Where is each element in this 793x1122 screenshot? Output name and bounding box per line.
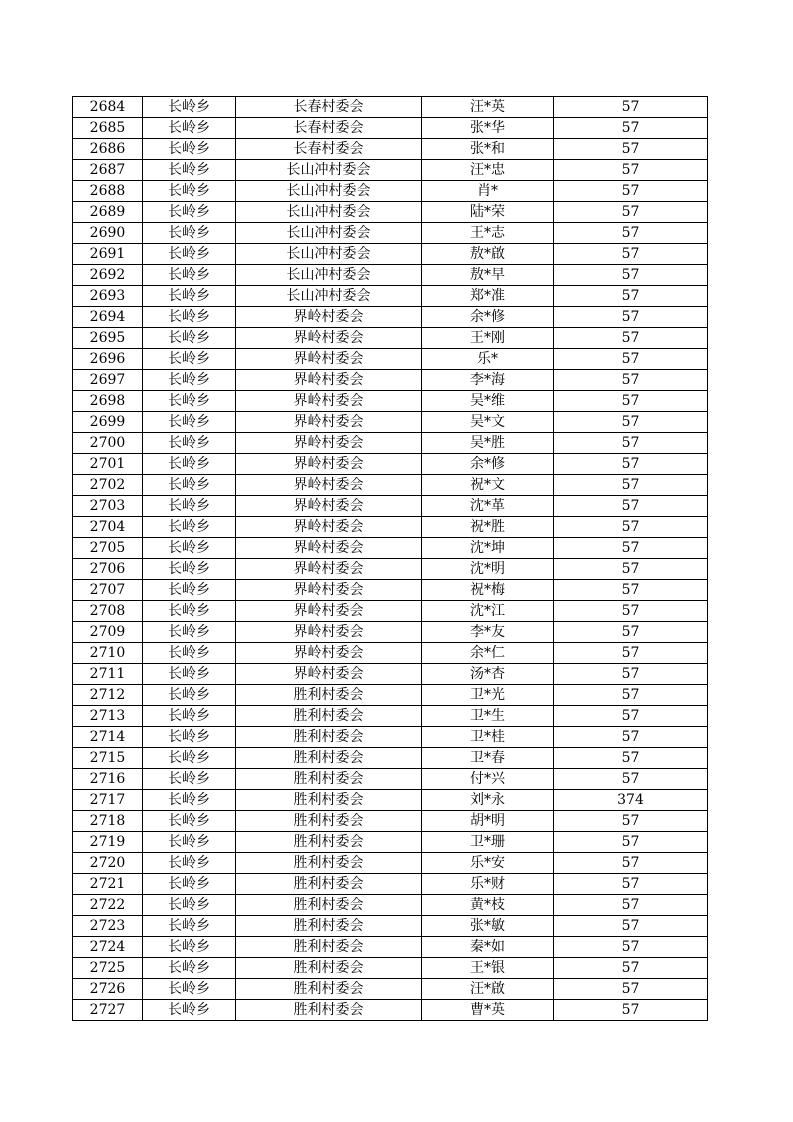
person-name-cell: 王*志 bbox=[422, 223, 554, 244]
township-cell: 长岭乡 bbox=[143, 307, 236, 328]
person-name-cell: 沈*革 bbox=[422, 496, 554, 517]
amount-cell: 57 bbox=[554, 160, 708, 181]
amount-cell: 57 bbox=[554, 475, 708, 496]
village-committee-cell: 胜利村委会 bbox=[236, 958, 422, 979]
row-number-cell: 2720 bbox=[73, 853, 143, 874]
table-row bbox=[73, 244, 708, 265]
person-name-cell: 乐*财 bbox=[422, 874, 554, 895]
table-row bbox=[73, 223, 708, 244]
person-name-cell: 张*敏 bbox=[422, 916, 554, 937]
amount-cell: 57 bbox=[554, 706, 708, 727]
table-row bbox=[73, 97, 708, 118]
table-row bbox=[73, 160, 708, 181]
table-row bbox=[73, 769, 708, 790]
amount-cell: 57 bbox=[554, 97, 708, 118]
village-committee-cell: 胜利村委会 bbox=[236, 895, 422, 916]
village-committee-cell: 胜利村委会 bbox=[236, 706, 422, 727]
township-cell: 长岭乡 bbox=[143, 580, 236, 601]
township-cell: 长岭乡 bbox=[143, 769, 236, 790]
township-cell: 长岭乡 bbox=[143, 139, 236, 160]
person-name-cell: 沈*明 bbox=[422, 559, 554, 580]
township-cell: 长岭乡 bbox=[143, 601, 236, 622]
person-name-cell: 付*兴 bbox=[422, 769, 554, 790]
village-committee-cell: 界岭村委会 bbox=[236, 433, 422, 454]
person-name-cell: 祝*胜 bbox=[422, 517, 554, 538]
table-row bbox=[73, 517, 708, 538]
row-number-cell: 2689 bbox=[73, 202, 143, 223]
village-committee-cell: 界岭村委会 bbox=[236, 538, 422, 559]
person-name-cell: 黄*枝 bbox=[422, 895, 554, 916]
amount-cell: 57 bbox=[554, 601, 708, 622]
person-name-cell: 沈*江 bbox=[422, 601, 554, 622]
township-cell: 长岭乡 bbox=[143, 517, 236, 538]
table-row bbox=[73, 916, 708, 937]
village-committee-cell: 界岭村委会 bbox=[236, 391, 422, 412]
person-name-cell: 张*和 bbox=[422, 139, 554, 160]
village-committee-cell: 胜利村委会 bbox=[236, 1000, 422, 1021]
amount-cell: 57 bbox=[554, 286, 708, 307]
person-name-cell: 王*刚 bbox=[422, 328, 554, 349]
amount-cell: 57 bbox=[554, 307, 708, 328]
row-number-cell: 2725 bbox=[73, 958, 143, 979]
row-number-cell: 2691 bbox=[73, 244, 143, 265]
row-number-cell: 2685 bbox=[73, 118, 143, 139]
township-cell: 长岭乡 bbox=[143, 496, 236, 517]
township-cell: 长岭乡 bbox=[143, 118, 236, 139]
person-name-cell: 卫*珊 bbox=[422, 832, 554, 853]
person-name-cell: 汪*忠 bbox=[422, 160, 554, 181]
row-number-cell: 2726 bbox=[73, 979, 143, 1000]
table-row bbox=[73, 265, 708, 286]
village-committee-cell: 长山冲村委会 bbox=[236, 202, 422, 223]
row-number-cell: 2684 bbox=[73, 97, 143, 118]
table-row bbox=[73, 958, 708, 979]
amount-cell: 57 bbox=[554, 412, 708, 433]
row-number-cell: 2697 bbox=[73, 370, 143, 391]
table-row bbox=[73, 622, 708, 643]
person-name-cell: 乐* bbox=[422, 349, 554, 370]
amount-cell: 57 bbox=[554, 118, 708, 139]
row-number-cell: 2705 bbox=[73, 538, 143, 559]
amount-cell: 57 bbox=[554, 874, 708, 895]
row-number-cell: 2712 bbox=[73, 685, 143, 706]
row-number-cell: 2713 bbox=[73, 706, 143, 727]
township-cell: 长岭乡 bbox=[143, 559, 236, 580]
table-row bbox=[73, 538, 708, 559]
table-row bbox=[73, 433, 708, 454]
township-cell: 长岭乡 bbox=[143, 643, 236, 664]
table-row bbox=[73, 496, 708, 517]
amount-cell: 57 bbox=[554, 643, 708, 664]
person-name-cell: 汪*英 bbox=[422, 97, 554, 118]
table-row bbox=[73, 328, 708, 349]
amount-cell: 57 bbox=[554, 769, 708, 790]
village-committee-cell: 胜利村委会 bbox=[236, 790, 422, 811]
village-committee-cell: 胜利村委会 bbox=[236, 916, 422, 937]
person-name-cell: 秦*如 bbox=[422, 937, 554, 958]
row-number-cell: 2698 bbox=[73, 391, 143, 412]
township-cell: 长岭乡 bbox=[143, 475, 236, 496]
village-committee-cell: 胜利村委会 bbox=[236, 769, 422, 790]
village-committee-cell: 胜利村委会 bbox=[236, 811, 422, 832]
table-row bbox=[73, 559, 708, 580]
person-name-cell: 肖* bbox=[422, 181, 554, 202]
row-number-cell: 2690 bbox=[73, 223, 143, 244]
township-cell: 长岭乡 bbox=[143, 727, 236, 748]
table-row bbox=[73, 706, 708, 727]
amount-cell: 57 bbox=[554, 454, 708, 475]
row-number-cell: 2721 bbox=[73, 874, 143, 895]
table-row bbox=[73, 139, 708, 160]
table-row bbox=[73, 118, 708, 139]
row-number-cell: 2709 bbox=[73, 622, 143, 643]
person-name-cell: 余*修 bbox=[422, 307, 554, 328]
village-committee-cell: 界岭村委会 bbox=[236, 328, 422, 349]
row-number-cell: 2707 bbox=[73, 580, 143, 601]
row-number-cell: 2719 bbox=[73, 832, 143, 853]
township-cell: 长岭乡 bbox=[143, 979, 236, 1000]
row-number-cell: 2714 bbox=[73, 727, 143, 748]
village-committee-cell: 胜利村委会 bbox=[236, 853, 422, 874]
row-number-cell: 2704 bbox=[73, 517, 143, 538]
amount-cell: 57 bbox=[554, 223, 708, 244]
amount-cell: 57 bbox=[554, 937, 708, 958]
village-committee-cell: 长山冲村委会 bbox=[236, 160, 422, 181]
amount-cell: 57 bbox=[554, 538, 708, 559]
village-committee-cell: 界岭村委会 bbox=[236, 517, 422, 538]
person-name-cell: 祝*文 bbox=[422, 475, 554, 496]
township-cell: 长岭乡 bbox=[143, 160, 236, 181]
table-row bbox=[73, 601, 708, 622]
table-row bbox=[73, 202, 708, 223]
person-name-cell: 吴*胜 bbox=[422, 433, 554, 454]
row-number-cell: 2715 bbox=[73, 748, 143, 769]
village-committee-cell: 长春村委会 bbox=[236, 139, 422, 160]
record-table bbox=[72, 96, 708, 1021]
township-cell: 长岭乡 bbox=[143, 685, 236, 706]
village-committee-cell: 界岭村委会 bbox=[236, 580, 422, 601]
row-number-cell: 2693 bbox=[73, 286, 143, 307]
amount-cell: 57 bbox=[554, 895, 708, 916]
amount-cell: 57 bbox=[554, 559, 708, 580]
amount-cell: 57 bbox=[554, 244, 708, 265]
amount-cell: 57 bbox=[554, 433, 708, 454]
township-cell: 长岭乡 bbox=[143, 286, 236, 307]
amount-cell: 57 bbox=[554, 958, 708, 979]
village-committee-cell: 长春村委会 bbox=[236, 118, 422, 139]
township-cell: 长岭乡 bbox=[143, 391, 236, 412]
row-number-cell: 2708 bbox=[73, 601, 143, 622]
village-committee-cell: 界岭村委会 bbox=[236, 349, 422, 370]
table-row bbox=[73, 937, 708, 958]
row-number-cell: 2696 bbox=[73, 349, 143, 370]
person-name-cell: 汤*杏 bbox=[422, 664, 554, 685]
table-row bbox=[73, 1000, 708, 1021]
township-cell: 长岭乡 bbox=[143, 748, 236, 769]
amount-cell: 57 bbox=[554, 685, 708, 706]
amount-cell: 57 bbox=[554, 664, 708, 685]
person-name-cell: 余*修 bbox=[422, 454, 554, 475]
amount-cell: 57 bbox=[554, 727, 708, 748]
village-committee-cell: 长山冲村委会 bbox=[236, 181, 422, 202]
village-committee-cell: 界岭村委会 bbox=[236, 664, 422, 685]
township-cell: 长岭乡 bbox=[143, 622, 236, 643]
amount-cell: 57 bbox=[554, 1000, 708, 1021]
row-number-cell: 2716 bbox=[73, 769, 143, 790]
township-cell: 长岭乡 bbox=[143, 223, 236, 244]
village-committee-cell: 长春村委会 bbox=[236, 97, 422, 118]
township-cell: 长岭乡 bbox=[143, 328, 236, 349]
village-committee-cell: 界岭村委会 bbox=[236, 370, 422, 391]
township-cell: 长岭乡 bbox=[143, 181, 236, 202]
village-committee-cell: 长山冲村委会 bbox=[236, 265, 422, 286]
amount-cell: 57 bbox=[554, 580, 708, 601]
row-number-cell: 2724 bbox=[73, 937, 143, 958]
person-name-cell: 汪*啟 bbox=[422, 979, 554, 1000]
row-number-cell: 2727 bbox=[73, 1000, 143, 1021]
table-row bbox=[73, 454, 708, 475]
person-name-cell: 吴*文 bbox=[422, 412, 554, 433]
village-committee-cell: 界岭村委会 bbox=[236, 307, 422, 328]
row-number-cell: 2703 bbox=[73, 496, 143, 517]
village-committee-cell: 长山冲村委会 bbox=[236, 286, 422, 307]
amount-cell: 57 bbox=[554, 139, 708, 160]
amount-cell: 57 bbox=[554, 328, 708, 349]
table-row bbox=[73, 349, 708, 370]
village-committee-cell: 长山冲村委会 bbox=[236, 244, 422, 265]
table-row bbox=[73, 811, 708, 832]
amount-cell: 57 bbox=[554, 181, 708, 202]
village-committee-cell: 界岭村委会 bbox=[236, 643, 422, 664]
person-name-cell: 胡*明 bbox=[422, 811, 554, 832]
amount-cell: 57 bbox=[554, 832, 708, 853]
table-row bbox=[73, 727, 708, 748]
row-number-cell: 2706 bbox=[73, 559, 143, 580]
row-number-cell: 2695 bbox=[73, 328, 143, 349]
row-number-cell: 2687 bbox=[73, 160, 143, 181]
amount-cell: 57 bbox=[554, 202, 708, 223]
table-row bbox=[73, 874, 708, 895]
village-committee-cell: 胜利村委会 bbox=[236, 874, 422, 895]
village-committee-cell: 胜利村委会 bbox=[236, 979, 422, 1000]
township-cell: 长岭乡 bbox=[143, 538, 236, 559]
village-committee-cell: 胜利村委会 bbox=[236, 748, 422, 769]
row-number-cell: 2718 bbox=[73, 811, 143, 832]
person-name-cell: 陆*荣 bbox=[422, 202, 554, 223]
village-committee-cell: 界岭村委会 bbox=[236, 412, 422, 433]
row-number-cell: 2688 bbox=[73, 181, 143, 202]
person-name-cell: 卫*桂 bbox=[422, 727, 554, 748]
township-cell: 长岭乡 bbox=[143, 202, 236, 223]
row-number-cell: 2722 bbox=[73, 895, 143, 916]
person-name-cell: 李*友 bbox=[422, 622, 554, 643]
amount-cell: 57 bbox=[554, 391, 708, 412]
row-number-cell: 2699 bbox=[73, 412, 143, 433]
person-name-cell: 敖*早 bbox=[422, 265, 554, 286]
table-row bbox=[73, 895, 708, 916]
table-row bbox=[73, 580, 708, 601]
village-committee-cell: 界岭村委会 bbox=[236, 601, 422, 622]
township-cell: 长岭乡 bbox=[143, 706, 236, 727]
township-cell: 长岭乡 bbox=[143, 790, 236, 811]
person-name-cell: 李*海 bbox=[422, 370, 554, 391]
township-cell: 长岭乡 bbox=[143, 937, 236, 958]
person-name-cell: 乐*安 bbox=[422, 853, 554, 874]
amount-cell: 57 bbox=[554, 979, 708, 1000]
village-committee-cell: 长山冲村委会 bbox=[236, 223, 422, 244]
amount-cell: 57 bbox=[554, 349, 708, 370]
table-row bbox=[73, 853, 708, 874]
table-row bbox=[73, 664, 708, 685]
village-committee-cell: 胜利村委会 bbox=[236, 832, 422, 853]
village-committee-cell: 界岭村委会 bbox=[236, 475, 422, 496]
township-cell: 长岭乡 bbox=[143, 433, 236, 454]
amount-cell: 57 bbox=[554, 916, 708, 937]
person-name-cell: 沈*坤 bbox=[422, 538, 554, 559]
township-cell: 长岭乡 bbox=[143, 853, 236, 874]
person-name-cell: 敖*啟 bbox=[422, 244, 554, 265]
row-number-cell: 2686 bbox=[73, 139, 143, 160]
township-cell: 长岭乡 bbox=[143, 265, 236, 286]
table-row bbox=[73, 748, 708, 769]
table-row bbox=[73, 181, 708, 202]
township-cell: 长岭乡 bbox=[143, 811, 236, 832]
record-table-body bbox=[73, 97, 708, 1021]
row-number-cell: 2692 bbox=[73, 265, 143, 286]
person-name-cell: 吴*维 bbox=[422, 391, 554, 412]
person-name-cell: 郑*准 bbox=[422, 286, 554, 307]
row-number-cell: 2710 bbox=[73, 643, 143, 664]
township-cell: 长岭乡 bbox=[143, 244, 236, 265]
person-name-cell: 曹*英 bbox=[422, 1000, 554, 1021]
table-row bbox=[73, 685, 708, 706]
amount-cell: 57 bbox=[554, 622, 708, 643]
township-cell: 长岭乡 bbox=[143, 97, 236, 118]
township-cell: 长岭乡 bbox=[143, 454, 236, 475]
township-cell: 长岭乡 bbox=[143, 370, 236, 391]
table-row bbox=[73, 790, 708, 811]
village-committee-cell: 界岭村委会 bbox=[236, 454, 422, 475]
table-row bbox=[73, 370, 708, 391]
township-cell: 长岭乡 bbox=[143, 895, 236, 916]
amount-cell: 57 bbox=[554, 811, 708, 832]
person-name-cell: 祝*梅 bbox=[422, 580, 554, 601]
village-committee-cell: 界岭村委会 bbox=[236, 496, 422, 517]
person-name-cell: 卫*春 bbox=[422, 748, 554, 769]
table-row bbox=[73, 412, 708, 433]
person-name-cell: 卫*光 bbox=[422, 685, 554, 706]
row-number-cell: 2700 bbox=[73, 433, 143, 454]
amount-cell: 374 bbox=[554, 790, 708, 811]
row-number-cell: 2723 bbox=[73, 916, 143, 937]
township-cell: 长岭乡 bbox=[143, 916, 236, 937]
table-row bbox=[73, 979, 708, 1000]
township-cell: 长岭乡 bbox=[143, 664, 236, 685]
township-cell: 长岭乡 bbox=[143, 832, 236, 853]
township-cell: 长岭乡 bbox=[143, 412, 236, 433]
township-cell: 长岭乡 bbox=[143, 874, 236, 895]
row-number-cell: 2717 bbox=[73, 790, 143, 811]
amount-cell: 57 bbox=[554, 517, 708, 538]
amount-cell: 57 bbox=[554, 853, 708, 874]
village-committee-cell: 胜利村委会 bbox=[236, 727, 422, 748]
township-cell: 长岭乡 bbox=[143, 958, 236, 979]
person-name-cell: 王*银 bbox=[422, 958, 554, 979]
village-committee-cell: 胜利村委会 bbox=[236, 937, 422, 958]
amount-cell: 57 bbox=[554, 265, 708, 286]
township-cell: 长岭乡 bbox=[143, 1000, 236, 1021]
person-name-cell: 余*仁 bbox=[422, 643, 554, 664]
village-committee-cell: 界岭村委会 bbox=[236, 559, 422, 580]
village-committee-cell: 胜利村委会 bbox=[236, 685, 422, 706]
person-name-cell: 刘*永 bbox=[422, 790, 554, 811]
person-name-cell: 卫*生 bbox=[422, 706, 554, 727]
table-row bbox=[73, 286, 708, 307]
table-row bbox=[73, 475, 708, 496]
table-row bbox=[73, 643, 708, 664]
row-number-cell: 2711 bbox=[73, 664, 143, 685]
township-cell: 长岭乡 bbox=[143, 349, 236, 370]
person-name-cell: 张*华 bbox=[422, 118, 554, 139]
amount-cell: 57 bbox=[554, 370, 708, 391]
table-row bbox=[73, 307, 708, 328]
amount-cell: 57 bbox=[554, 748, 708, 769]
row-number-cell: 2702 bbox=[73, 475, 143, 496]
table-row bbox=[73, 832, 708, 853]
table-row bbox=[73, 391, 708, 412]
village-committee-cell: 界岭村委会 bbox=[236, 622, 422, 643]
amount-cell: 57 bbox=[554, 496, 708, 517]
row-number-cell: 2694 bbox=[73, 307, 143, 328]
row-number-cell: 2701 bbox=[73, 454, 143, 475]
